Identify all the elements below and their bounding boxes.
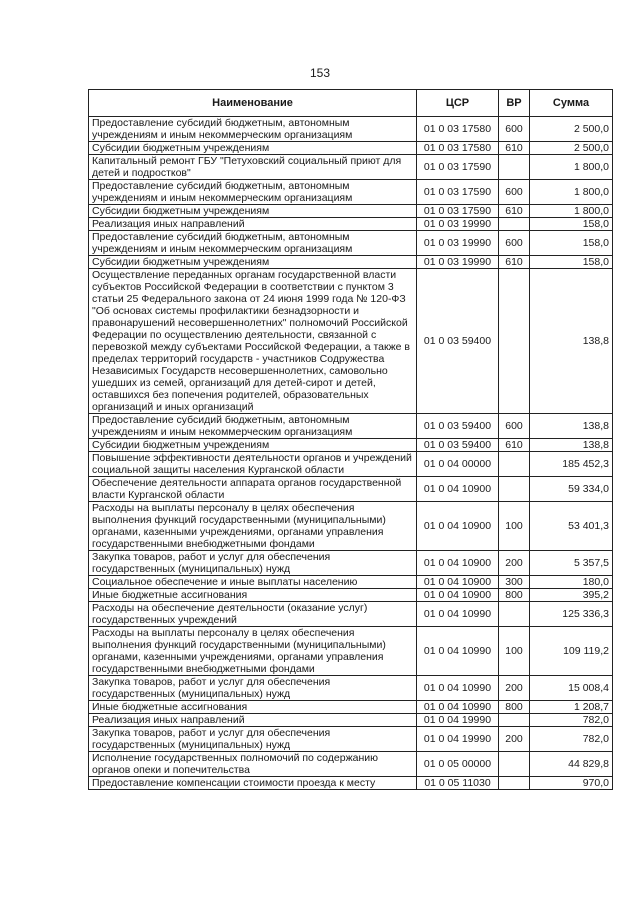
row-sum: 44 829,8	[530, 752, 613, 777]
table-row	[89, 576, 613, 589]
table-row	[89, 589, 613, 602]
table-row	[89, 752, 613, 777]
row-sum: 970,0	[530, 777, 613, 790]
table-row	[89, 602, 613, 627]
row-csr: 01 0 03 17590	[417, 180, 499, 205]
table-row	[89, 701, 613, 714]
row-csr: 01 0 03 59400	[417, 439, 499, 452]
header-sum: Сумма	[530, 90, 613, 117]
row-sum: 138,8	[530, 414, 613, 439]
row-name: Предоставление субсидий бюджетным, автономным учреждениям и иным некоммерческим организациям	[89, 231, 417, 256]
row-name: Обеспечение деятельности аппарата органов государственной власти Курганской области	[89, 477, 417, 502]
row-name: Иные бюджетные ассигнования	[89, 589, 417, 602]
row-name: Реализация иных направлений	[89, 714, 417, 727]
table-row	[89, 452, 613, 477]
row-sum: 782,0	[530, 727, 613, 752]
header-vr: ВР	[499, 90, 530, 117]
row-vr: 100	[499, 627, 530, 676]
table-row	[89, 269, 613, 414]
table-row	[89, 777, 613, 790]
row-vr: 800	[499, 701, 530, 714]
row-vr: 200	[499, 727, 530, 752]
row-name: Субсидии бюджетным учреждениям	[89, 256, 417, 269]
table-row	[89, 205, 613, 218]
row-sum: 185 452,3	[530, 452, 613, 477]
table-row	[89, 676, 613, 701]
row-sum: 1 208,7	[530, 701, 613, 714]
row-name: Предоставление субсидий бюджетным, автономным учреждениям и иным некоммерческим организациям	[89, 117, 417, 142]
row-name: Расходы на выплаты персоналу в целях обеспечения выполнения функций государственными (муниципальными) органами, казенными учреждениями, органами управления государственными внебюджетными фондами	[89, 502, 417, 551]
row-sum: 158,0	[530, 256, 613, 269]
row-sum: 158,0	[530, 231, 613, 256]
row-vr: 600	[499, 117, 530, 142]
row-sum: 395,2	[530, 589, 613, 602]
table-row	[89, 714, 613, 727]
row-csr: 01 0 04 10990	[417, 627, 499, 676]
row-name: Социальное обеспечение и иные выплаты населению	[89, 576, 417, 589]
row-vr	[499, 477, 530, 502]
row-csr: 01 0 03 19990	[417, 231, 499, 256]
page-number: 153	[309, 66, 331, 80]
table-row	[89, 180, 613, 205]
row-name: Реализация иных направлений	[89, 218, 417, 231]
row-csr: 01 0 04 10900	[417, 502, 499, 551]
row-vr: 200	[499, 676, 530, 701]
table-row	[89, 727, 613, 752]
row-name: Закупка товаров, работ и услуг для обеспечения государственных (муниципальных) нужд	[89, 676, 417, 701]
row-sum: 1 800,0	[530, 155, 613, 180]
row-vr: 600	[499, 414, 530, 439]
row-csr: 01 0 03 19990	[417, 256, 499, 269]
table-row	[89, 477, 613, 502]
row-csr: 01 0 04 00000	[417, 452, 499, 477]
header-csr: ЦСР	[417, 90, 499, 117]
row-sum: 109 119,2	[530, 627, 613, 676]
row-vr	[499, 752, 530, 777]
row-name: Субсидии бюджетным учреждениям	[89, 205, 417, 218]
row-name: Капитальный ремонт ГБУ "Петуховский социальный приют для детей и подростков"	[89, 155, 417, 180]
row-vr: 610	[499, 142, 530, 155]
header-name: Наименование	[89, 90, 417, 117]
row-sum: 158,0	[530, 218, 613, 231]
table-row	[89, 155, 613, 180]
row-csr: 01 0 03 17590	[417, 155, 499, 180]
budget-table	[88, 89, 613, 790]
table-row	[89, 414, 613, 439]
table-body	[89, 117, 613, 790]
row-csr: 01 0 05 11030	[417, 777, 499, 790]
row-vr: 600	[499, 231, 530, 256]
row-vr	[499, 269, 530, 414]
row-vr	[499, 602, 530, 627]
row-sum: 53 401,3	[530, 502, 613, 551]
row-name: Расходы на выплаты персоналу в целях обеспечения выполнения функций государственными (муниципальными) органами, казенными учреждениями, органами управления государственными внебюджетными фондами	[89, 627, 417, 676]
row-vr	[499, 714, 530, 727]
row-name: Расходы на обеспечение деятельности (оказание услуг) государственных учреждений	[89, 602, 417, 627]
row-vr: 800	[499, 589, 530, 602]
row-name: Закупка товаров, работ и услуг для обеспечения государственных (муниципальных) нужд	[89, 551, 417, 576]
row-vr: 610	[499, 205, 530, 218]
row-name: Исполнение государственных полномочий по содержанию органов опеки и попечительства	[89, 752, 417, 777]
row-vr: 200	[499, 551, 530, 576]
row-vr	[499, 218, 530, 231]
row-csr: 01 0 04 10990	[417, 676, 499, 701]
row-sum: 180,0	[530, 576, 613, 589]
row-csr: 01 0 03 59400	[417, 269, 499, 414]
row-sum: 125 336,3	[530, 602, 613, 627]
table-row	[89, 551, 613, 576]
table-row	[89, 231, 613, 256]
row-csr: 01 0 03 17580	[417, 117, 499, 142]
table-row	[89, 256, 613, 269]
row-name: Субсидии бюджетным учреждениям	[89, 439, 417, 452]
row-vr: 300	[499, 576, 530, 589]
row-vr: 610	[499, 439, 530, 452]
row-sum: 2 500,0	[530, 117, 613, 142]
row-sum: 1 800,0	[530, 205, 613, 218]
row-csr: 01 0 03 59400	[417, 414, 499, 439]
row-name: Предоставление субсидий бюджетным, автономным учреждениям и иным некоммерческим организациям	[89, 180, 417, 205]
row-csr: 01 0 04 10900	[417, 477, 499, 502]
row-name: Повышение эффективности деятельности органов и учреждений социальной защиты населения Курганской области	[89, 452, 417, 477]
row-csr: 01 0 03 17590	[417, 205, 499, 218]
table-row	[89, 142, 613, 155]
row-sum: 138,8	[530, 269, 613, 414]
table-header-row	[89, 90, 613, 117]
table-row	[89, 439, 613, 452]
row-vr: 610	[499, 256, 530, 269]
row-sum: 5 357,5	[530, 551, 613, 576]
row-csr: 01 0 04 19990	[417, 727, 499, 752]
row-csr: 01 0 04 10900	[417, 551, 499, 576]
row-name: Предоставление компенсации стоимости проезда к месту	[89, 777, 417, 790]
row-vr	[499, 452, 530, 477]
row-csr: 01 0 03 17580	[417, 142, 499, 155]
row-vr: 100	[499, 502, 530, 551]
table-row	[89, 627, 613, 676]
row-vr: 600	[499, 180, 530, 205]
row-sum: 2 500,0	[530, 142, 613, 155]
row-name: Предоставление субсидий бюджетным, автономным учреждениям и иным некоммерческим организациям	[89, 414, 417, 439]
row-sum: 15 008,4	[530, 676, 613, 701]
row-csr: 01 0 04 10990	[417, 701, 499, 714]
row-csr: 01 0 04 10900	[417, 589, 499, 602]
row-sum: 138,8	[530, 439, 613, 452]
row-vr	[499, 777, 530, 790]
table-row	[89, 117, 613, 142]
row-name: Закупка товаров, работ и услуг для обеспечения государственных (муниципальных) нужд	[89, 727, 417, 752]
row-sum: 59 334,0	[530, 477, 613, 502]
table-row	[89, 218, 613, 231]
row-vr	[499, 155, 530, 180]
row-sum: 1 800,0	[530, 180, 613, 205]
row-name: Иные бюджетные ассигнования	[89, 701, 417, 714]
row-csr: 01 0 03 19990	[417, 218, 499, 231]
table-row	[89, 502, 613, 551]
row-csr: 01 0 04 10990	[417, 602, 499, 627]
row-sum: 782,0	[530, 714, 613, 727]
row-csr: 01 0 05 00000	[417, 752, 499, 777]
row-csr: 01 0 04 10900	[417, 576, 499, 589]
row-name: Осуществление переданных органам государственной власти субъектов Российской Федерации в соответствии с пунктом 3 статьи 25 Федерального закона от 24 июня 1999 года № 120-ФЗ "Об основах системы профилактики безнадзорности и правонарушений несовершеннолетних" полномочий Российской Федерации по осуществлению деятельности, связанной с перевозкой между субъектами Российской Федерации, а также в пределах территорий государств - участников Содружества Независимых Государств несовершеннолетних, самовольно ушедших из семей, организаций для детей-сирот и детей, оставшихся без попечения родителей, образовательных организаций и иных организаций	[89, 269, 417, 414]
row-name: Субсидии бюджетным учреждениям	[89, 142, 417, 155]
row-csr: 01 0 04 19990	[417, 714, 499, 727]
